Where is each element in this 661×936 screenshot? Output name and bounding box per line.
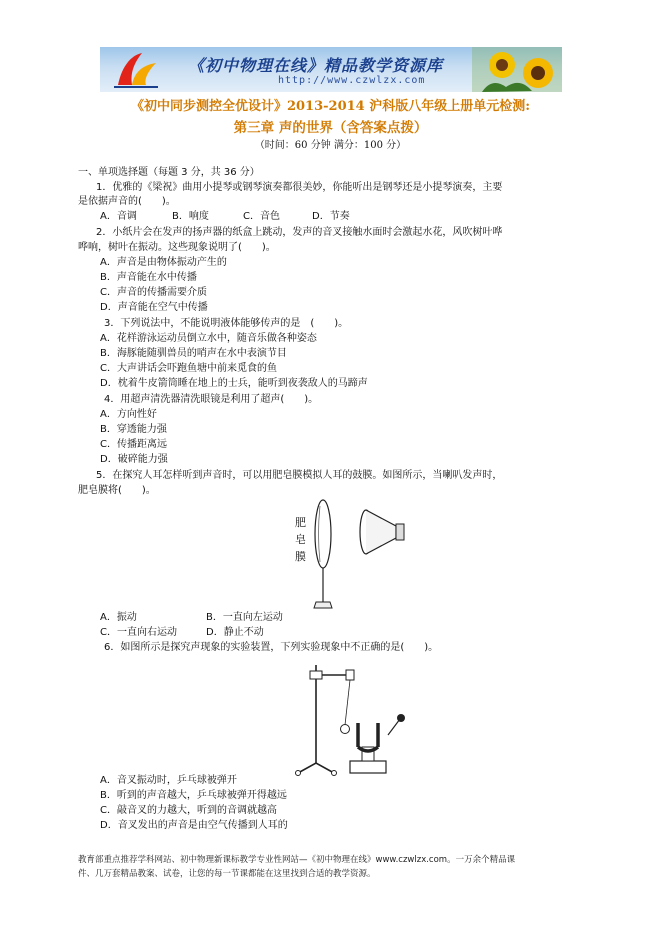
q1-option-b: B．响度	[172, 211, 209, 222]
q1-stem-line1: 1．优雅的《梁祝》曲用小提琴或钢琴演奏都很美妙，你能听出是钢琴还是小提琴演奏，主要	[96, 182, 503, 193]
q6-option-c: C．敲音叉的力越大，听到的音调就越高	[100, 805, 277, 816]
q5-stem-line1: 5．在探究人耳怎样听到声音时，可以用肥皂膜模拟人耳的鼓膜。如图所示，当喇叭发声时，	[96, 470, 503, 481]
q5-stem-line2: 肥皂膜将( )。	[78, 485, 156, 496]
q3-stem: 3．下列说法中，不能说明液体能够传声的是 ( )。	[104, 318, 349, 329]
q1-option-d: D．节奏	[312, 211, 350, 222]
q6-option-b: B．听到的声音越大，乒乓球被弹开得越远	[100, 790, 287, 801]
q4-option-d: D．破碎能力强	[100, 454, 168, 465]
q5-option-a: A．振动	[100, 612, 137, 623]
horn-speaker-icon	[360, 510, 404, 554]
q1-stem-line2: 是依据声音的( )。	[78, 196, 176, 207]
tuning-fork-icon	[350, 723, 386, 773]
mallet-icon	[388, 714, 405, 735]
q4-option-b: B．穿透能力强	[100, 424, 167, 435]
q4-option-a: A．方向性好	[100, 409, 157, 420]
q1-option-c: C．音色	[243, 211, 280, 222]
chapter-title: 第三章 声的世界（含答案点拨）	[233, 120, 428, 136]
banner-title: 《初中物理在线》精品教学资源库	[188, 56, 444, 75]
site-logo-icon	[112, 51, 160, 89]
ping-pong-ball-icon	[341, 680, 351, 734]
q4-stem: 4．用超声清洗器清洗眼镜是利用了超声( )。	[104, 394, 319, 405]
footer-line2: 件、几万套精品教案、试卷，让您的每一节课都能在这里找到合适的教学资源。	[78, 869, 376, 879]
q5-option-c: C．一直向右运动	[100, 627, 177, 638]
q2-option-c: C．声音的传播需要介质	[100, 287, 207, 298]
soap-film-label: 肥 皂 膜	[295, 516, 306, 563]
sunflower-icon	[472, 47, 562, 92]
soap-film-frame	[314, 500, 332, 608]
q6-option-d: D．音叉发出的声音是由空气传播到人耳的	[100, 820, 288, 831]
q2-option-b: B．声音能在水中传播	[100, 272, 197, 283]
q2-option-a: A．声音是由物体振动产生的	[100, 257, 227, 268]
q6-stem: 6．如图所示是探究声现象的实验装置，下列实验现象中不正确的是( )。	[104, 642, 439, 653]
site-banner	[100, 47, 562, 92]
q3-option-c: C．大声讲话会吓跑鱼塘中前来觅食的鱼	[100, 363, 277, 374]
q2-stem-line1: 2．小纸片会在发声的扬声器的纸盒上跳动，发声的音叉接触水面时会激起水花，风吹树叶哗	[96, 227, 503, 238]
page-title: 《初中同步测控全优设计》2013-2014 沪科版八年级上册单元检测:	[130, 99, 531, 114]
q3-option-a: A．花样游泳运动员倒立水中，随音乐做各种姿态	[100, 333, 317, 344]
q3-option-b: B．海豚能随驯兽员的哨声在水中表演节目	[100, 348, 287, 359]
q3-option-d: D．枕着牛皮箭筒睡在地上的士兵，能听到夜袭敌人的马蹄声	[100, 378, 368, 389]
exam-info: （时间：60 分钟 满分：100 分）	[254, 140, 407, 151]
q5-option-d: D．静止不动	[206, 627, 264, 638]
banner-url[interactable]: http://www.czwlzx.com	[278, 75, 426, 86]
soap-film-figure	[300, 498, 410, 613]
tuning-fork-figure	[290, 657, 420, 779]
q5-option-b: B．一直向左运动	[206, 612, 283, 623]
q2-stem-line2: 哗响，树叶在振动。这些现象说明了( )。	[78, 242, 276, 253]
q1-option-a: A．音调	[100, 211, 137, 222]
page-footer	[78, 853, 598, 881]
q6-option-a: A．音叉振动时，乒乓球被弹开	[100, 775, 237, 786]
section-heading: 一、单项选择题（每题 3 分，共 36 分）	[78, 167, 260, 178]
q4-option-c: C．传播距离远	[100, 439, 167, 450]
q2-option-d: D．声音能在空气中传播	[100, 302, 208, 313]
footer-line1: 教育部重点推荐学科网站、初中物理新课标教学专业性网站—《初中物理在线》www.czwlzx.com。一万余个精品课	[78, 855, 516, 865]
